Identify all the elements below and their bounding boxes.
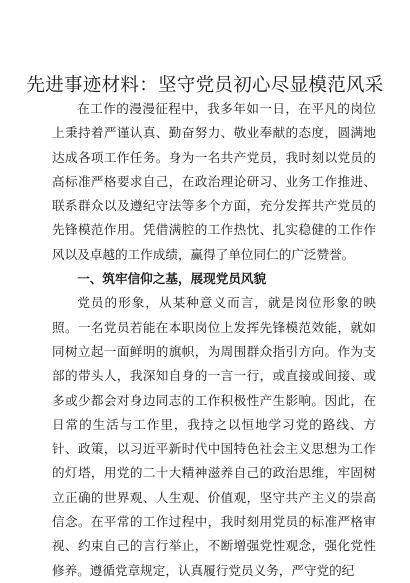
section-heading: 一、筑牢信仰之基，展现党员风貌: [77, 271, 267, 287]
section-paragraph: 党员的形象，从某种意义而言，就是岗位形象的映照。一名党员若能在本职岗位上发挥先锋模范效能，就如同树立起一面鲜明的旗帜，为周围群众指引方向。作为支部的带头人，我深知自身的一言一行，或直接或间接、或多或少都会对身边同志的工作积极性产生影响。因此，在日常的生活与工作里，我持之以恒地学习党的路线、方针、政策，以习近平新时代中国特色社会主义思想为工作的灯塔，用党的二十大精神滋养自己的政治思维，牢固树立正确的世界观、人生观、价值观，坚守共产主义的崇高信念。在平常的工作过程中，我时刻用党员的标准严格审视、约束自己的言行举止，不断增强党性观念，强化党性修养。遵循党章规定，认真履行党员义务，严守党的纪: [52, 295, 376, 578]
intro-paragraph: 在工作的漫漫征程中，我多年如一日，在平凡的岗位上秉持着严谨认真、勤奋努力、敬业奉献的态度，圆满地达成各项工作任务。身为一名共产党员，我时刻以党员的高标准严格要求自己，在政治理论研习、业务工作推进、联系群众以及遵纪守法等多个方面，充分发挥共产党员的先锋模范作用。凭借满腔的工作热忱、扎实稳健的工作作风以及卓越的工作成绩，赢得了单位同仁的广泛赞誉。: [52, 101, 376, 262]
document-body: [52, 97, 376, 583]
document-title: 先进事迹材料：坚守党员初心尽显模范风采: [26, 75, 384, 96]
